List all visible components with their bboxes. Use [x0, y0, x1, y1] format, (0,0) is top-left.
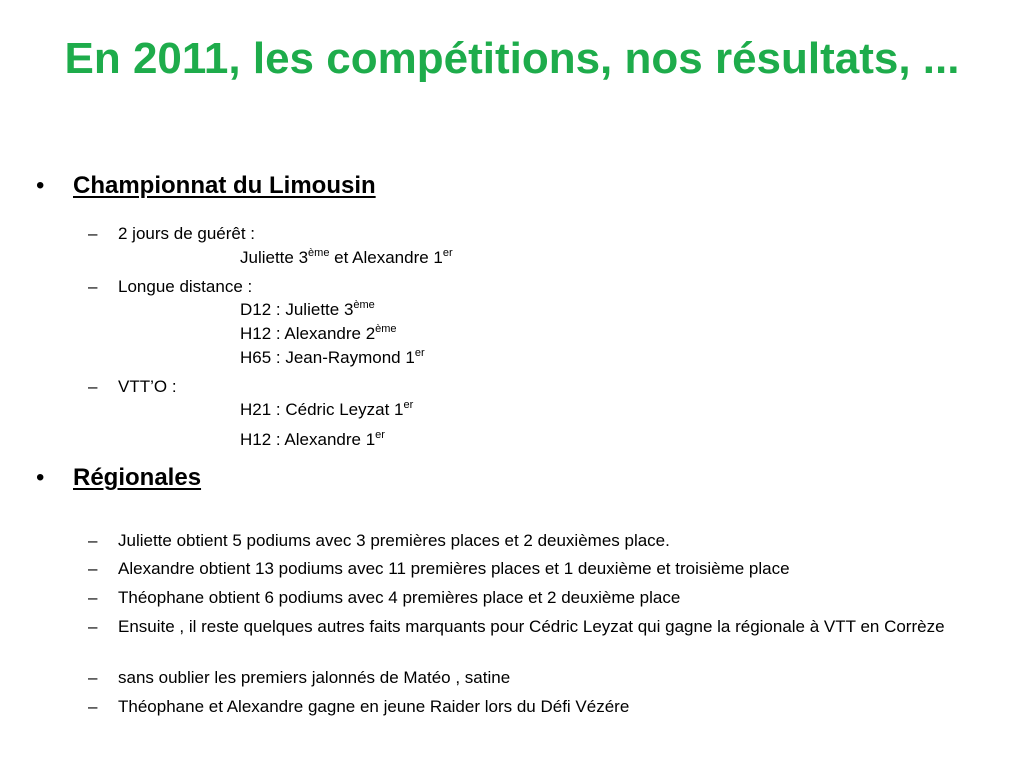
dash-icon: – — [88, 224, 98, 243]
list-item: sans oublier les premiers jalonnés de Matéo , satine — [118, 668, 511, 687]
list-item: Théophane obtient 6 podiums avec 4 premières place et 2 deuxième place — [118, 588, 681, 607]
result-line: H65 : Jean-Raymond 1er — [240, 347, 425, 367]
result-line: Juliette 3ème et Alexandre 1er — [240, 247, 453, 267]
list-item-label: VTT’O : — [118, 377, 177, 396]
dash-icon: – — [88, 588, 98, 607]
result-line: H12 : Alexandre 1er — [240, 429, 385, 449]
dash-icon: – — [88, 559, 98, 578]
list-item: Juliette obtient 5 podiums avec 3 premières places et 2 deuxièmes place. — [118, 531, 670, 550]
dash-icon: – — [88, 277, 98, 296]
result-line: H12 : Alexandre 2ème — [240, 323, 397, 343]
list-item: Ensuite , il reste quelques autres faits marquants pour Cédric Leyzat qui gagne la régionale à VTT en Corrèze — [118, 617, 945, 636]
result-line: D12 : Juliette 3ème — [240, 299, 375, 319]
list-item: Théophane et Alexandre gagne en jeune Raider lors du Défi Vézére — [118, 697, 630, 716]
dash-icon: – — [88, 617, 98, 636]
slide-title: En 2011, les compétitions, nos résultats, ... — [64, 34, 960, 83]
section-heading-championnat: Championnat du Limousin — [73, 172, 376, 199]
list-item: Alexandre obtient 13 podiums avec 11 premières places et 1 deuxième et troisième place — [118, 559, 790, 578]
dash-icon: – — [88, 668, 98, 687]
dash-icon: – — [88, 697, 98, 716]
dash-icon: – — [88, 531, 98, 550]
result-line: H21 : Cédric Leyzat 1er — [240, 399, 414, 419]
bullet-icon: • — [36, 464, 45, 491]
list-item-label: Longue distance : — [118, 277, 253, 296]
bullet-icon: • — [36, 172, 45, 199]
section-heading-regionales: Régionales — [73, 464, 202, 491]
list-item-label: 2 jours de guérêt : — [118, 224, 256, 243]
dash-icon: – — [88, 377, 98, 396]
